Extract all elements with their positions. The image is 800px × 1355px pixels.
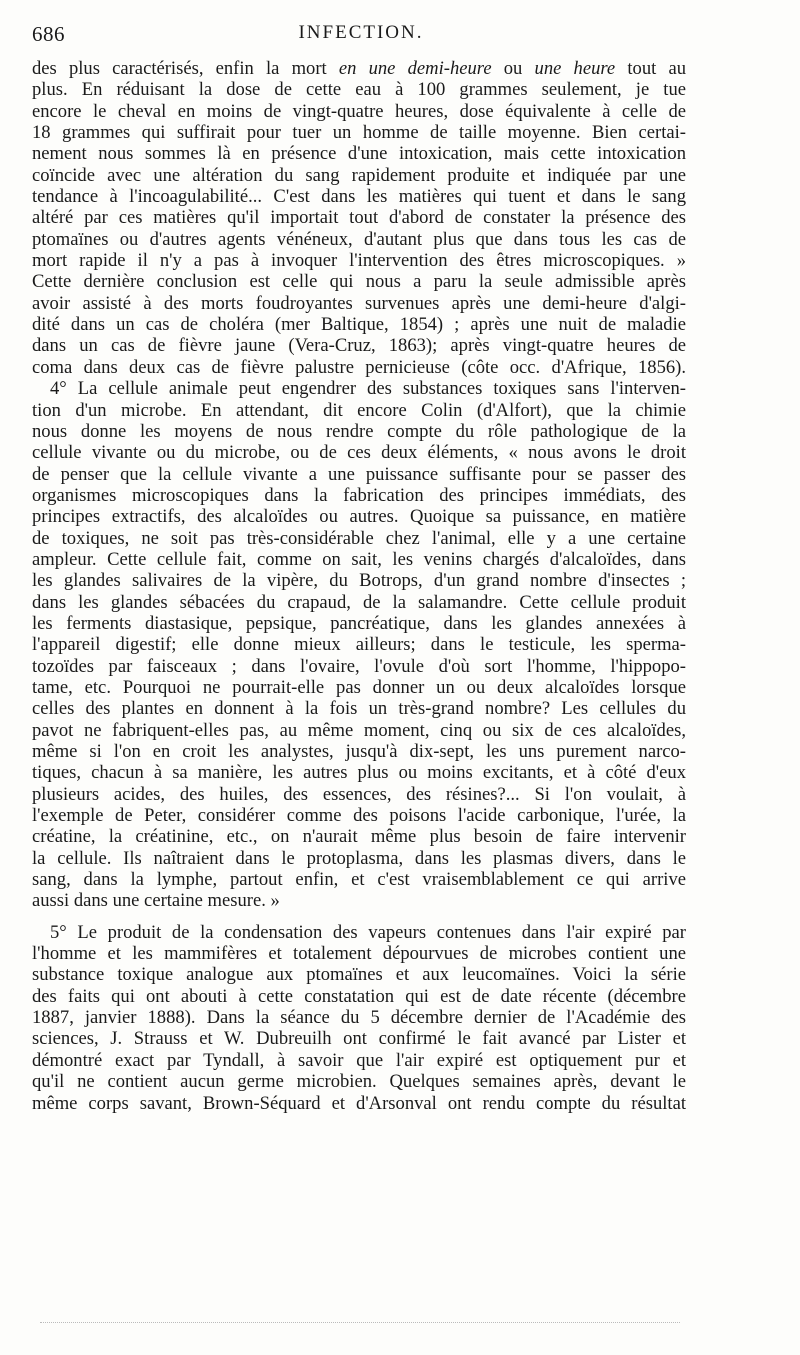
text-line: des faits qui ont abouti à cette constatation qui est de date récente (décembre xyxy=(32,985,686,1007)
text-line: avoir assisté à des morts foudroyantes survenues après une demi-heure d'algi- xyxy=(32,292,686,314)
text-line: coma dans deux cas de fièvre palustre pernicieuse (côte occ. d'Afrique, 1856). xyxy=(32,356,686,378)
text-run: des plus caractérisés, enfin la mort xyxy=(32,58,339,79)
text-line: Cette dernière conclusion est celle qui nous a paru la seule admissible après xyxy=(32,271,686,293)
page-bottom-edge xyxy=(40,1322,680,1324)
text-line: la cellule. Ils naîtraient dans le protoplasma, dans les plasmas divers, dans le xyxy=(32,847,686,869)
text-line: même corps savant, Brown-Séquard et d'Arsonval ont rendu compte du résultat xyxy=(32,1092,686,1114)
text-line: pavot ne fabriquent-elles pas, au même moment, cinq ou six de ces alcaloïdes, xyxy=(32,719,686,741)
text-line: coïncide avec une altération du sang rapidement produite et indiquée par une xyxy=(32,164,686,186)
text-line: de penser que la cellule vivante a une puissance suffisante pour se passer des xyxy=(32,463,686,485)
text-line: nous donne les moyens de nous rendre compte du rôle pathologique de la xyxy=(32,420,686,442)
text-line: créatine, la créatinine, etc., on n'aurait même plus besoin de faire intervenir xyxy=(32,826,686,848)
body-text xyxy=(32,58,686,1114)
paragraph-gap xyxy=(32,912,686,922)
text-line: dité dans un cas de choléra (mer Baltique, 1854) ; après une nuit de maladie xyxy=(32,314,686,336)
italic-phrase: en une demi-heure xyxy=(338,58,492,79)
text-line: tozoïdes par faisceaux ; dans l'ovaire, l'ovule d'où sort l'homme, l'hippopo- xyxy=(32,655,686,677)
text-line: 4° La cellule animale peut engendrer des substances toxiques sans l'interven- xyxy=(50,378,686,400)
text-line: nement nous sommes là en présence d'une intoxication, mais cette intoxication xyxy=(32,143,686,165)
text-line: sang, dans la lymphe, partout enfin, et c'est vraisemblablement ce qui arrive xyxy=(32,869,686,891)
text-line: substance toxique analogue aux ptomaïnes et aux leucomaïnes. Voici la série xyxy=(32,964,686,986)
text-line: dans les glandes sébacées du crapaud, de la salamandre. Cette cellule produit xyxy=(32,591,686,613)
text-line: tame, etc. Pourquoi ne pourrait-elle pas donner un ou deux alcaloïdes lorsque xyxy=(32,676,686,698)
text-line: 5° Le produit de la condensation des vapeurs contenues dans l'air expiré par xyxy=(50,921,686,943)
text-line: ampleur. Cette cellule fait, comme on sait, les venins chargés d'alcaloïdes, dans xyxy=(32,548,686,570)
text-line: aussi dans une certaine mesure. » xyxy=(32,890,280,912)
text-line: plus. En réduisant la dose de cette eau à 100 grammes seulement, je tue xyxy=(32,79,686,101)
text-line: l'exemple de Peter, considérer comme des poisons l'acide carbonique, l'urée, la xyxy=(32,805,686,827)
text-line: principes extractifs, des alcaloïdes ou autres. Quoique sa puissance, en matière xyxy=(32,506,686,528)
text-line xyxy=(32,58,686,79)
text-line: encore le cheval en moins de vingt-quatre heures, dose équivalente à celle de xyxy=(32,100,686,122)
text-line: plusieurs acides, des huiles, des essences, des résines?... Si l'on voulait, à xyxy=(32,783,686,805)
text-line: tion d'un microbe. En attendant, dit encore Colin (d'Alfort), que la chimie xyxy=(32,399,686,421)
text-line: de toxiques, ne soit pas très-considérable chez l'animal, elle y a une certaine xyxy=(32,527,686,549)
text-line: 1887, janvier 1888). Dans la séance du 5 décembre dernier de l'Académie des xyxy=(32,1007,686,1029)
text-line: qu'il ne contient aucun germe microbien. Quelques semaines après, devant le xyxy=(32,1071,686,1093)
text-line: ptomaïnes ou d'autres agents vénéneux, d'autant plus que dans tous les cas de xyxy=(32,228,686,250)
text-line: tiques, chacun à sa manière, les autres plus ou moins excitants, et à côté d'eux xyxy=(32,762,686,784)
text-run: ou xyxy=(491,58,535,79)
text-line: même si l'on en croit les analystes, jusqu'à dix-sept, les uns purement narco- xyxy=(32,741,686,762)
text-line: celles des plantes en donnent à la fois un très-grand nombre? Les cellules du xyxy=(32,698,686,720)
italic-phrase: une heure xyxy=(534,58,616,79)
text-line: les glandes salivaires de la vipère, du Botrops, d'un grand nombre d'insectes ; xyxy=(32,570,686,592)
text-run: tout au xyxy=(615,58,687,79)
text-line: mort rapide il n'y a pas à invoquer l'intervention des êtres microscopiques. » xyxy=(32,250,686,272)
running-title: INFECTION. xyxy=(298,22,424,43)
page-number: 686 xyxy=(32,22,65,46)
text-line: 18 grammes qui suffirait pour tuer un homme de taille moyenne. Bien certai- xyxy=(32,122,686,144)
text-line: démontré exact par Tyndall, à savoir que l'air expiré est optiquement pur et xyxy=(32,1049,686,1071)
text-line: tendance à l'incoagulabilité... C'est dans les matières qui tuent et dans le sang xyxy=(32,186,686,208)
text-line: sciences, J. Strauss et W. Dubreuilh ont confirmé le fait avancé par Lister et xyxy=(32,1028,686,1050)
text-line: altéré par ces matières qu'il importait tout d'abord de constater la présence des xyxy=(32,207,686,229)
page-header xyxy=(32,22,690,52)
text-line: organismes microscopiques dans la fabrication des principes immédiats, des xyxy=(32,484,686,506)
text-line: les ferments diastasique, pepsique, pancréatique, dans les glandes annexées à xyxy=(32,612,686,634)
text-line: l'homme et les mammifères et totalement dépourvues de microbes contient une xyxy=(32,943,686,965)
text-line: cellule vivante ou du microbe, ou de ces deux éléments, « nous avons le droit xyxy=(32,442,686,464)
text-line: dans un cas de fièvre jaune (Vera-Cruz, 1863); après vingt-quatre heures de xyxy=(32,335,686,357)
text-line: l'appareil digestif; elle donne mieux ailleurs; dans le testicule, les sperma- xyxy=(32,634,686,656)
